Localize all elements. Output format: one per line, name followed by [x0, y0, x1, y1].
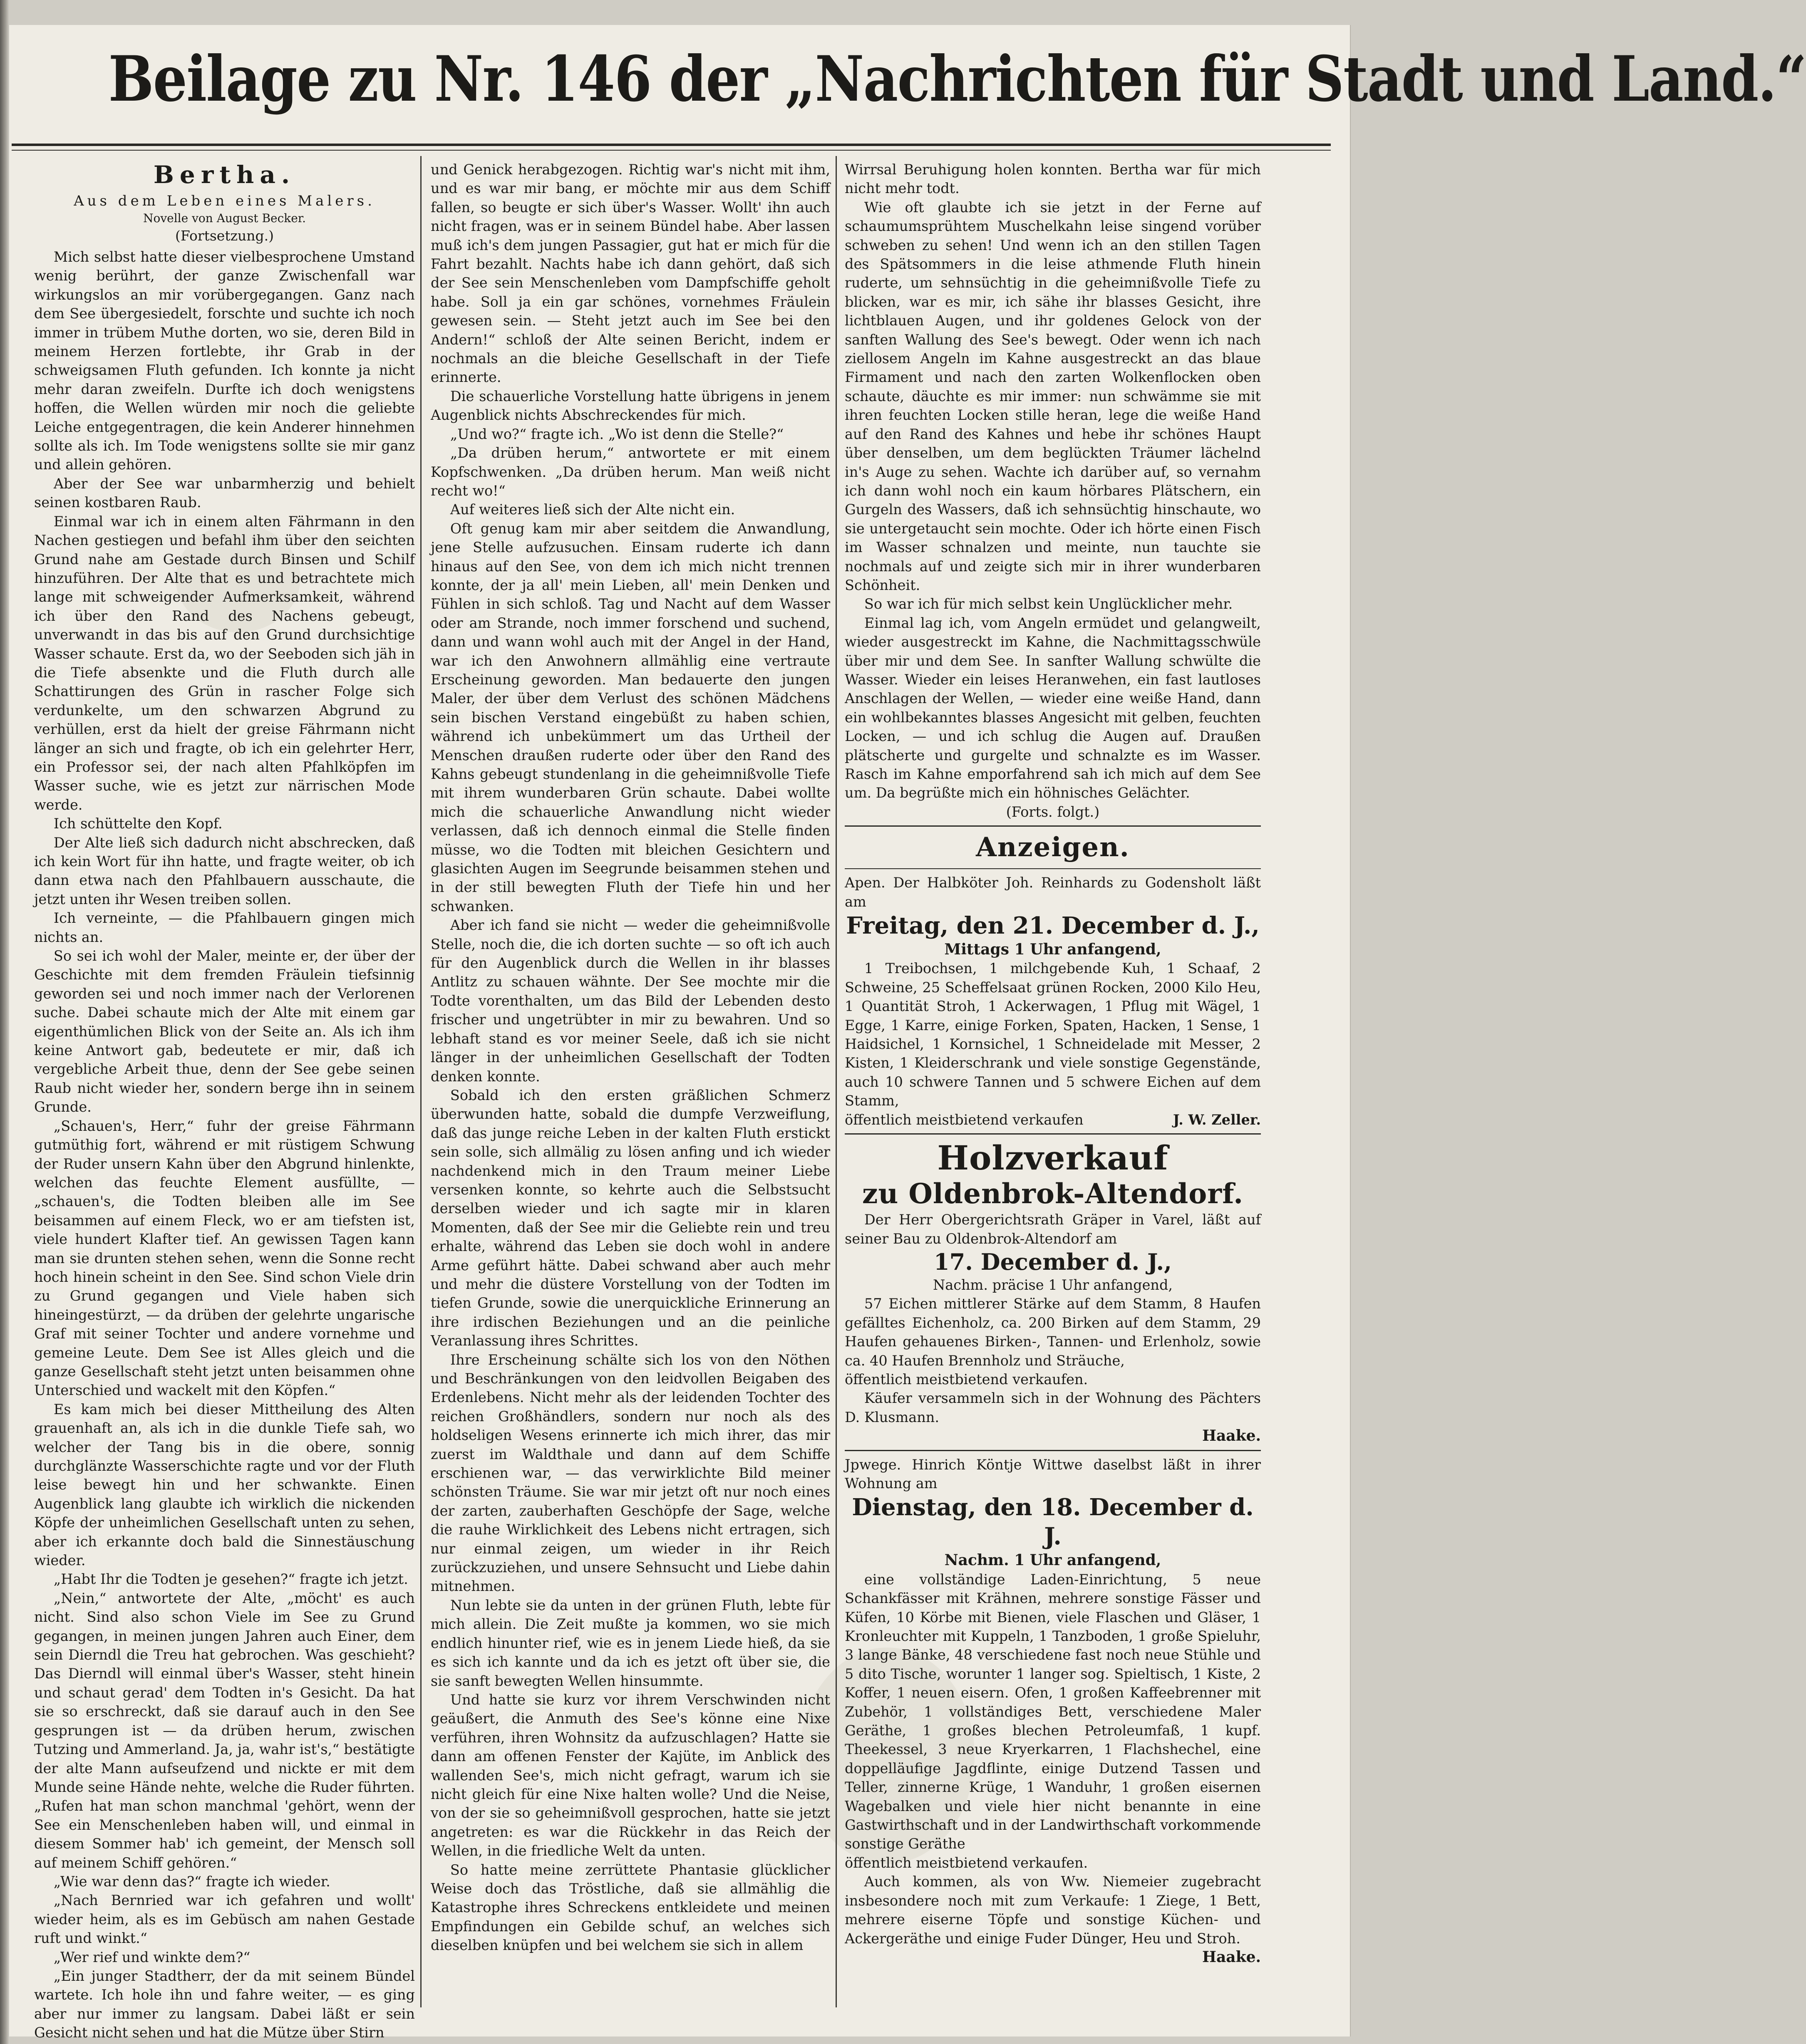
- ad-closing: öffentlich meistbietend verkaufen.: [845, 1371, 1088, 1387]
- ad-ipwege: [845, 1455, 1261, 1967]
- ads-heading: Anzeigen.: [976, 832, 1130, 863]
- story-paragraph: „Schauen's, Herr,“ fuhr der greise Fährmann gutmüthig fort, während er mit rüstigem Schwung der Ruder unsern Kahn über den Abgrund hinlenkte, welchen das feuchte Element ausfüllte, — „schauen's, die Todten bleiben alle im See beisammen auf einem Fleck, wo er am tiefsten ist, viele hundert Klafter tief. An gewissen Tagen kann man sie drunten stehen sehen, wenn die Sonne recht hoch hinein scheint in den See. Sind schon Viele drin zu Grund gegangen und Viele haben sich hineingestürzt, — da drüben der gelehrte ungarische Graf mit seiner Tochter und andere vornehme und gemeine Leute. Dem See ist Alles gleich und die ganze Gesellschaft steht jetzt unten beisammen ohne Unterschied und wackelt mit den Köpfen.“: [34, 1117, 415, 1399]
- ad-body: 57 Eichen mittlerer Stärke auf dem Stamm, 8 Haufen gefälltes Eichenholz, ca. 200 Birken auf dem Stamm, 29 Haufen gehauenes Birken-, Tannen- und Erlenholz, sowie ca. 40 Haufen Brennholz und Sträuche,: [845, 1296, 1261, 1369]
- column-divider: [836, 156, 837, 2007]
- ad-closing: öffentlich meistbietend verkaufen.: [845, 1854, 1088, 1871]
- story-subtitle: Aus dem Leben eines Malers.: [74, 193, 375, 209]
- story-paragraph: So sei ich wohl der Maler, meinte er, der über der Geschichte mit dem fremden Fräulein tiefsinnig geworden sei und noch immer nach der Verlorenen suche. Dabei schaute mich der Alte mit einem gar eigenthümlichen Blick von der Seite an. Als ich ihm keine Antwort gab, bedeutete er mir, daß ich vergebliche Arbeit thue, denn der See gebe seinen Raub nicht wieder her, sondern berge ihn in seinem Grunde.: [34, 948, 415, 1115]
- story-paragraph: Aber der See war unbarmherzig und behielt seinen kostbaren Raub.: [34, 475, 415, 511]
- masthead: Beilage zu Nr. 146 der „Nachrichten für Stadt und Land.“: [108, 42, 1806, 116]
- story-paragraph: Ich schüttelte den Kopf.: [53, 815, 223, 832]
- ad-body: 1 Treibochsen, 1 milchgebende Kuh, 1 Schaaf, 2 Schweine, 25 Scheffelsaat grünen Rocken, 2000 Kilo Heu, 1 Quantität Stroh, 1 Ackerwagen, 1 Pflug mit Wägel, 1 Egge, 1 Karre, einige Forken, Spaten, Hacken, 1 Sense, 1 Haidsichel, 1 Kornsichel, 1 Schneidelade mit Messer, 2 Kisten, 1 Kleiderschrank und viele sonstige Gegenstände, auch 10 schwere Tannen und 5 schwere Eichen auf dem Stamm,: [845, 960, 1261, 1109]
- story-paragraph: „Wer rief und winkte dem?“: [53, 1949, 251, 1965]
- story-paragraph: „Nach Bernried war ich gefahren und wollt' wieder heim, als es im Gebüsch am nahen Gestade ruft und winkt.“: [34, 1892, 415, 1947]
- column-1: [34, 160, 415, 2041]
- ad-time: Nachm. 1 Uhr anfangend,: [944, 1551, 1161, 1569]
- ad-rule: [845, 1133, 1261, 1135]
- story-paragraph: Oft genug kam mir aber seitdem die Anwandlung, jene Stelle aufzusuchen. Einsam ruderte ich dann hinaus auf den See, von dem ich mich nicht trennen konnte, der ja all' mein Lieben, all' mein Denken und Fühlen in sich schloß. Tag und Nacht auf dem Wasser oder am Strande, noch immer forschend und suchend, dann und wann wohl auch mit der Angel in der Hand, war ich den Anwohnern allmählig eine vertraute Erscheinung geworden. Man bedauerte den jungen Maler, der über dem Verlust des schönen Mädchens sein bischen Verstand eingebüßt zu haben schien, während ich unbekümmert um das Urtheil der Menschen draußen ruderte oder über den Rand des Kahns gebeugt stundenlang in die geheimnißvolle Tiefe mit ihrem wunderbaren Grün schaute. Dabei wollte mich die schauerliche Anwandlung nicht wieder verlassen, daß ich dennoch einmal die Stelle finden müsse, wo die Todten mit bleichen Gesichtern und glasichten Augen im Seegrunde beisammen stehen und in der still bewegten Fluth der Tiefe hin und her schwanken.: [431, 520, 830, 914]
- ad-date: Dienstag, den 18. December d. J.: [852, 1494, 1254, 1551]
- story-continued: (Fortsetzung.): [175, 228, 274, 244]
- story-paragraph: Ihre Erscheinung schälte sich los von den Nöthen und Beschränkungen von den leidvollen Beigaben des Erdenlebens. Nicht mehr als der leidenden Tochter des reichen Großhändlers, sondern nur noch als des holdseligen Wesens erinnerte ich mich ihrer, das mir zuerst im Waldthale und dann auf dem Schiffe erschienen war, — das verwirklichte Bild meiner schönsten Träume. Sie war mir jetzt oft nur noch eines der zarten, zauberhaften Geschöpfe der Sage, welche die rauhe Wirklichkeit des Lebens nicht ertragen, sich nur einmal zeigen, um wieder in ihr Reich zurückzuziehen, und unsere Sehnsucht und Liebe dahin mitnehmen.: [431, 1351, 830, 1595]
- column-3: [845, 160, 1261, 2007]
- ad-headline: Holzverkauf: [937, 1138, 1168, 1178]
- story-paragraph: Mich selbst hatte dieser vielbesprochene Umstand wenig berührt, der ganze Zwischenfall war wirkungslos an mir vorübergegangen. Ganz nach dem See übergesiedelt, forschte und suchte ich noch immer in trübem Muthe dorten, wo sie, deren Bild in meinem Herzen fortlebte, ihr Grab in der schweigsamen Fluth gefunden. Ich konnte ja nicht mehr daran zweifeln. Durfte ich doch wenigstens hoffen, die Wellen würden mir noch die geliebte Leiche entgegentragen, die kein Anderer hinnehmen sollte als ich. Im Tode wenigstens sollte sie mir ganz und allein gehören.: [34, 249, 415, 473]
- section-rule: [845, 825, 1261, 827]
- ad-intro: Jpwege. Hinrich Köntje Wittwe daselbst läßt in ihrer Wohnung am: [845, 1456, 1261, 1492]
- ad-time: Mittags 1 Uhr anfangend,: [944, 941, 1161, 959]
- ad-signature: J. W. Zeller.: [1173, 1111, 1261, 1128]
- story-paragraph: Es kam mich bei dieser Mittheilung des Alten grauenhaft an, als ich in die dunkle Tiefe sah, wo welcher der Tang bis in die obere, sonnig durchglänzte Wasserschichte ragte und vor der Fluth leise bewegt hin und her schwankte. Einen Augenblick lang glaubte ich wirklich die nickenden Köpfe der unheimlichen Gesellschaft unten zu sehen, aber ich erkannte doch bald die Sinnestäuschung wieder.: [34, 1401, 415, 1569]
- ad-meeting: Käufer versammeln sich in der Wohnung des Pächters D. Klusmann.: [845, 1390, 1261, 1425]
- story-paragraph: „Nein,“ antwortete der Alte, „möcht' es auch nicht. Sind also schon Viele im See zu Grund gegangen, in meinen jungen Jahren auch Einer, dem sein Dierndl die Treu hat gebrochen. Was geschieht? Das Dierndl will einmal über's Wasser, steht hinein und schaut gerad' dem Todten in's Gesicht. Da hat sie so erschreckt, daß sie darauf auch in den See gesprungen ist — da drüben herum, zwischen Tutzing und Ammerland. Ja, ja, wahr ist's,“ bestätigte der alte Mann aufseufzend und nickte er mit dem Munde seine Hände nehte, welche die Ruder führten. „Rufen hat man schon manchmal 'gehört, wenn der See ein Menschenleben haben will, und einmal in diesem Sommer hab' ich gemeint, der Mensch soll auf meinem Schiff gehören.“: [34, 1590, 415, 1871]
- story-paragraph: Der Alte ließ sich dadurch nicht abschrecken, daß ich kein Wort für ihn hatte, und fragte weiter, ob ich dann etwa nach den Pfahlbauern ausschaute, die jetzt unten ihr Wesen treiben sollen.: [34, 834, 415, 907]
- story-paragraph: Einmal lag ich, vom Angeln ermüdet und gelangweilt, wieder ausgestreckt im Kahne, die Nachmittagsschwüle über mir und dem See. In sanfter Wallung schwülte die Wasser. Wieder ein leises Heranwehen, ein fast lautloses Anschlagen der Wellen, — wieder eine weiße Hand, dann ein wohlbekanntes blasses Angesicht mit gelben, feuchten Locken, — und ich schlug die Augen auf. Draußen plätscherte und gurgelte und schnalzte es im Wasser. Rasch im Kahne emporfahrend sah ich mich auf dem See um. Da begrüßte mich ein höhnisches Gelächter.: [845, 614, 1261, 801]
- masthead-rule-thin: [12, 150, 1331, 151]
- ad-intro: Apen. Der Halbköter Joh. Reinhards zu Godensholt läßt am: [845, 875, 1261, 910]
- ad-intro: Der Herr Obergerichtsrath Gräper in Varel, läßt auf seiner Bau zu Oldenbrok-Altendorf am: [845, 1212, 1261, 1247]
- story-body-col1: [34, 248, 415, 2042]
- ad-apen: [845, 873, 1261, 1129]
- ad-body: eine vollständige Laden-Einrichtung, 5 neue Schankfässer mit Krähnen, mehrere sonstige Fässer und Küfen, 10 Körbe mit Bienen, viele Flaschen und Gläser, 1 Kronleuchter mit Kuppeln, 1 Tanzboden, 1 große Spieluhr, 3 lange Bänke, 48 verschiedene fast noch neue Stühle und 5 dito Tische, worunter 1 langer sog. Spieltisch, 1 Kiste, 2 Koffer, 1 neuen eisern. Ofen, 1 großen Kaffeebrenner mit Zubehör, 1 vollständiges Bett, verschiedene Maler Geräthe, 1 großes blechen Petroleumfaß, 1 kupf. Theekessel, 3 neue Kryerkarren, 1 Flachshechel, eine doppelläufige Jagdflinte, einige Dutzend Tassen und Teller, zinnerne Krüge, 1 Wanduhr, 1 großen eisernen Wagebalken und viele hier nicht benannte in eine Gastwirthschaft und in der Landwirthschaft vorkommende sonstige Geräthe: [845, 1571, 1261, 1852]
- section-rule: [845, 868, 1261, 869]
- story-paragraph: Die schauerliche Vorstellung hatte übrigens in jenem Augenblick nichts Abschreckendes für mich.: [431, 388, 830, 424]
- story-paragraph: Und hatte sie kurz vor ihrem Verschwinden nicht geäußert, die Anmuth des See's könne eine Nixe verführen, ihren Wohnsitz da aufzuschlagen? Hatte sie dann am offenen Fenster der Kajüte, im Anblick des wallenden See's, mich nicht gefragt, warum ich sie nicht gleich für eine Nixe halten wolle? Und die Neise, von der sie so geheimnißvoll gesprochen, hatte sie jetzt angetreten: es war die Rückkehr in das Reich der Wellen, in die friedliche Welt da unten.: [431, 1691, 830, 1859]
- story-paragraph: „Ein junger Stadtherr, der da mit seinem Bündel wartete. Ich hole ihn und fahre weiter, — es ging aber nur immer zu langsam. Dabei läßt er sein Gesicht nicht sehen und hat die Mütze über Stirn: [34, 1967, 415, 2041]
- column-divider: [420, 156, 422, 2007]
- story-paragraph: Sobald ich den ersten gräßlichen Schmerz überwunden hatte, sobald die dumpfe Verzweiflung, daß das junge reiche Leben in der kalten Fluth erstickt sein solle, sich allmälig zu lösen anfing und ich wieder nachdenkend mich in den Traum meiner Liebe versenken konnte, so kehrte auch die Selbstsucht derselben wieder und ich sagte mir in klaren Momenten, daß der See mir die Geliebte rein und treu erhalte, während das Leben sie doch wohl in andere Arme geführt hätte. Dabei schwand aber auch mehr und mehr die düstere Vorstellung von der Todten im tiefen Grunde, sowie die unerquickliche Erinnerung an ihre irdischen Beziehungen und an die peinliche Veranlassung ihres Schrittes.: [431, 1087, 830, 1349]
- ad-date: Freitag, den 21. December d. J.,: [846, 912, 1260, 940]
- story-body-col2: [431, 160, 830, 1955]
- column-2: [431, 160, 830, 2007]
- ad-headline-sub: zu Oldenbrok-Altendorf.: [862, 1177, 1244, 1210]
- story-body-col3: [845, 160, 1261, 803]
- page-edge-left: [0, 0, 9, 2044]
- ad-rule: [845, 1450, 1261, 1451]
- story-paragraph: „Da drüben herum,“ antwortete er mit einem Kopfschwenken. „Da drüben herum. Man weiß nicht recht wo!“: [431, 445, 830, 499]
- ad-time: Nachm. präcise 1 Uhr anfangend,: [933, 1276, 1173, 1293]
- story-paragraph: und Genick herabgezogen. Richtig war's nicht mit ihm, und es war mir bang, er möchte mir aus dem Schiff fallen, so beugte er sich über's Wasser. Wollt' ihn auch nicht fragen, was er in seinem Bündel habe. Aber lassen muß ich's dem jungen Passagier, gut hat er mich für die Fahrt bezahlt. Nachts habe ich dann gehört, daß sich der See sein Menschenleben vom Dampfschiffe geholt habe. Soll ja ein gar schönes, vornehmes Fräulein gewesen sein. — Steht jetzt auch im See bei den Andern!“ schloß der Alte seinen Bericht, indem er nochmals an die bleiche Gesellschaft in der Tiefe erinnerte.: [431, 161, 830, 386]
- story-paragraph: Wirrsal Beruhigung holen konnten. Bertha war für mich nicht mehr todt.: [845, 161, 1261, 197]
- story-paragraph: Auf weiteres ließ sich der Alte nicht ein.: [450, 501, 735, 518]
- ad-date: 17. December d. J.,: [934, 1248, 1172, 1275]
- ad-extra: Auch kommen, als von Ww. Niemeier zugebracht insbesondere noch mit zum Verkaufe: 1 Ziege, 1 Bett, mehrere eiserne Töpfe und sonstige Küchen- und Ackergeräthe und einige Fuder Dünger, Heu und Stroh.: [845, 1873, 1261, 1947]
- masthead-rule: [12, 144, 1331, 146]
- story-paragraph: Wie oft glaubte ich sie jetzt in der Ferne auf schaumumsprühtem Muschelkahn leise singend vorüber schweben zu sehen! Und wenn ich an den stillen Tagen des Spätsommers in die leise athmende Fluth hinein ruderte, um sehnsüchtig in die geheimnißvolle Tiefe zu blicken, war es mir, ich sähe ihr blasses Gesicht, ihre lichtblauen Augen, und ihr goldenes Gelock von der sanften Wallung des See's bewegt. Oder wenn ich nach ziellosem Angeln im Kahne ausgestreckt an das blaue Firmament und nach den zarten Wolkenflocken oben schaute, däuchte es mir immer: nun schwämme sie mit ihren feuchten Locken stille heran, lege die weiße Hand auf den Rand des Kahnes und hebe ihr schönes Haupt über denselben, um dem beglückten Träumer lächelnd in's Auge zu sehen. Wachte ich darüber auf, so vernahm ich dann wohl noch ein kaum hörbares Plätschern, ein Gurgeln des Wassers, daß ich sehnsüchtig hinschaute, wo sie untergetaucht sein mochte. Oder ich hörte einen Fisch im Wasser schnalzen und meinte, nun tauchte sie nochmals auf und zeigte sich mir in ihrer wunderbaren Schönheit.: [845, 199, 1261, 593]
- ad-signature: Haake.: [1202, 1427, 1261, 1445]
- story-paragraph: Aber ich fand sie nicht — weder die geheimnißvolle Stelle, noch die, die ich dorten suchte — so oft ich auch für den Augenblick durch die Wellen in ihr blasses Antlitz zu schauen wähnte. Der See mochte mir die Todte vorenthalten, um das Bild der Lebenden desto frischer und ungetrübter in mir zu bewahren. Und so lebhaft stand es vor meiner Seele, daß ich sie nicht länger in der unheimlichen Gesellschaft der Todten denken konnte.: [431, 917, 830, 1085]
- story-title: Bertha.: [153, 161, 296, 189]
- story-paragraph: „Wie war denn das?“ fragte ich wieder.: [53, 1873, 330, 1890]
- story-paragraph: „Habt Ihr die Todten je gesehen?“ fragte ich jetzt.: [53, 1571, 408, 1588]
- story-paragraph: Nun lebte sie da unten in der grünen Fluth, lebte für mich allein. Die Zeit mußte ja kommen, wo sie mich endlich hinunter rief, wie es in jenem Liede hieß, da sie es sich ich kannte und da ich es jetzt oft über sie, die sie sanft bewegten Wellen hinsummte.: [431, 1597, 830, 1689]
- story-paragraph: Einmal war ich in einem alten Fährmann in den Nachen gestiegen und befahl ihm über den seichten Grund nahe am Gestade durch Binsen und Schilf hinzuführen. Der Alte that es und betrachtete mich lange mit schweigender Aufmerksamkeit, während ich über den Rand des Nachens gebeugt, unverwandt in das bis auf den Grund durchsichtige Wasser schaute. Erst da, wo der Seeboden sich jäh in die Tiefe absenkte und die Fluth durch alle Schattirungen des Grün in rascher Folge sich verdunkelte, um den schwarzen Abgrund zu verhüllen, erst da hielt der greise Fährmann nicht länger an sich und fragte, ob ich ein gelehrter Herr, ein Professor sei, der nach alten Pfahlköpfen im Wasser suche, wie es jetzt zur närrischen Mode werde.: [34, 513, 415, 813]
- story-paragraph: So war ich für mich selbst kein Unglücklicher mehr.: [864, 596, 1233, 612]
- story-paragraph: „Und wo?“ fragte ich. „Wo ist denn die Stelle?“: [450, 426, 784, 442]
- story-paragraph: So hatte meine zerrüttete Phantasie glücklicher Weise doch das Tröstliche, daß sie allmählig die Katastrophe ihres Schreckens entkleidete und meinen Empfindungen ein Gebilde schuf, an welches sich dieselben knüpfen und bei welchem sie sich in allem: [431, 1861, 830, 1954]
- ad-signature: Haake.: [1202, 1948, 1261, 1966]
- story-author: Novelle von August Becker.: [143, 211, 306, 225]
- story-end-note: (Forts. folgt.): [1006, 803, 1100, 820]
- ad-holzverkauf: [845, 1139, 1261, 1445]
- story-paragraph: Ich verneinte, — die Pfahlbauern gingen mich nichts an.: [34, 910, 415, 945]
- ad-closing: öffentlich meistbietend verkaufen: [845, 1111, 1084, 1128]
